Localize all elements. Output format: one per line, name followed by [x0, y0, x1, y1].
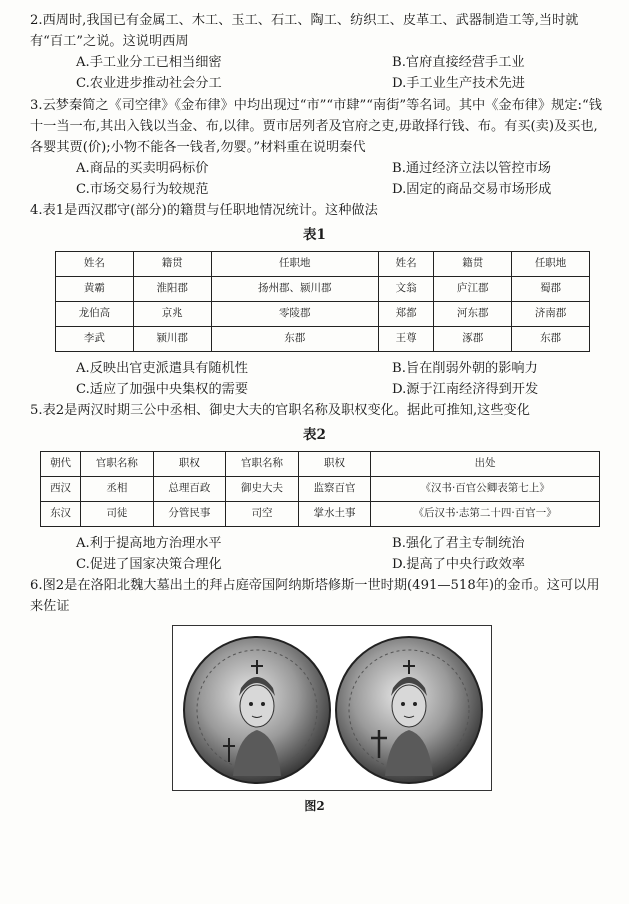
table-header-cell: 任职地: [512, 251, 590, 276]
table-header-row: [41, 451, 600, 476]
table-cell: 郑都: [378, 301, 433, 326]
table-cell: 京兆: [133, 301, 211, 326]
table-1: [55, 251, 590, 352]
table-header-cell: 姓名: [378, 251, 433, 276]
table-cell: 李武: [56, 326, 134, 351]
table-header-cell: 任职地: [211, 251, 378, 276]
table-cell: 监察百官: [298, 476, 371, 501]
table-cell: 丞相: [81, 476, 154, 501]
question-6-stem: 6.图2是在洛阳北魏大墓出土的拜占庭帝国阿纳斯塔修斯一世时期(491—518年)的金币。这可以用来佐证: [30, 578, 600, 615]
table-cell: 御史大夫: [226, 476, 299, 501]
question-2: [0, 10, 629, 95]
question-4: [0, 200, 629, 221]
table-header-cell: 官职名称: [81, 451, 154, 476]
coin-reverse: [336, 637, 482, 783]
question-4-options: [30, 358, 607, 400]
table-cell: 总理百政: [153, 476, 226, 501]
table-cell: 文翁: [378, 276, 433, 301]
table-cell: 《汉书·百官公卿表第七上》: [371, 476, 600, 501]
question-5-answers: [0, 533, 629, 575]
table-cell: 扬州郡、颍川郡: [211, 276, 378, 301]
question-3-options: [30, 158, 607, 200]
table-header-cell: 籍贯: [434, 251, 512, 276]
option-c[interactable]: C.适应了加强中央集权的需要: [76, 381, 249, 397]
table-header-cell: 职权: [298, 451, 371, 476]
question-4-answers: [0, 358, 629, 400]
option-b[interactable]: B.通过经济立法以管控市场: [392, 160, 551, 176]
option-b[interactable]: B.旨在削弱外朝的影响力: [392, 360, 538, 376]
gold-coins-image: [173, 626, 491, 790]
option-a[interactable]: A.手工业分工已相当细密: [76, 55, 222, 71]
table-cell: 掌水土事: [298, 501, 371, 526]
table-cell: 零陵郡: [211, 301, 378, 326]
option-d[interactable]: D.提高了中央行政效率: [392, 556, 525, 572]
table-header-cell: 官职名称: [226, 451, 299, 476]
table-cell: 蜀郡: [512, 276, 590, 301]
question-3-stem: 3.云梦秦简之《司空律》《金布律》中均出现过“市”“市肆”“南街”等名词。其中《金布律》规定:“钱十一当一布,其出入钱以当金、布,以律。贾市居列者及官府之吏,毋敢择行钱、布。有买(卖)及买也,各婴其贾(价);小物不能各一钱者,勿婴。”材料重在说明秦代: [30, 97, 602, 155]
table-header-cell: 籍贯: [133, 251, 211, 276]
table-cell: 淮阳郡: [133, 276, 211, 301]
table-cell: 河东郡: [434, 301, 512, 326]
table-header-cell: 姓名: [56, 251, 134, 276]
question-3: [0, 95, 629, 201]
table-2: [40, 451, 600, 527]
option-a[interactable]: A.利于提高地方治理水平: [76, 535, 222, 551]
table-cell: 西汉: [41, 476, 81, 501]
question-5-stem: 5.表2是两汉时期三公中丞相、御史大夫的官职名称及职权变化。据此可推知,这些变化: [30, 403, 530, 419]
option-c[interactable]: C.促进了国家决策合理化: [76, 556, 222, 572]
coin-obverse: [184, 637, 330, 783]
option-d[interactable]: D.手工业生产技术先进: [392, 76, 525, 92]
table-header-cell: 出处: [371, 451, 600, 476]
table-row: [41, 501, 600, 526]
table-row: [56, 326, 590, 351]
table-cell: 司徒: [81, 501, 154, 526]
option-c[interactable]: C.农业进步推动社会分工: [76, 76, 222, 92]
option-a[interactable]: A.商品的买卖明码标价: [76, 160, 209, 176]
table-cell: 济南郡: [512, 301, 590, 326]
table-cell: 黄霸: [56, 276, 134, 301]
table-header-row: [56, 251, 590, 276]
coin-photo: [172, 625, 492, 791]
question-2-options: [30, 52, 607, 94]
option-c[interactable]: C.市场交易行为较规范: [76, 182, 209, 197]
option-d[interactable]: D.源于江南经济得到开发: [392, 381, 539, 397]
exam-page: [0, 10, 629, 817]
question-5: [0, 400, 629, 421]
question-4-stem: 4.表1是西汉郡守(部分)的籍贯与任职地情况统计。这种做法: [30, 203, 378, 219]
table-cell: 东郡: [512, 326, 590, 351]
option-d[interactable]: D.固定的商品交易市场形成: [392, 182, 552, 197]
option-b[interactable]: B.官府直接经营手工业: [392, 55, 525, 71]
table-cell: 东郡: [211, 326, 378, 351]
option-a[interactable]: A.反映出官吏派遣具有随机性: [76, 360, 248, 376]
table-row: [41, 476, 600, 501]
question-5-options: [30, 533, 607, 575]
table-cell: 王尊: [378, 326, 433, 351]
question-6: [0, 575, 629, 617]
table-2-caption: 表2: [303, 427, 326, 444]
table-row: [56, 276, 590, 301]
table-cell: 龙伯高: [56, 301, 134, 326]
table-cell: 东汉: [41, 501, 81, 526]
table-cell: 涿郡: [434, 326, 512, 351]
table-cell: 分管民事: [153, 501, 226, 526]
table-cell: 《后汉书·志第二十四·百官一》: [371, 501, 600, 526]
table-header-cell: 职权: [153, 451, 226, 476]
table-cell: 颍川郡: [133, 326, 211, 351]
option-b[interactable]: B.强化了君主专制统治: [392, 535, 525, 551]
table-1-caption: 表1: [303, 227, 326, 244]
table-cell: 司空: [226, 501, 299, 526]
table-cell: 庐江郡: [434, 276, 512, 301]
figure-2-caption: 图2: [304, 799, 325, 814]
question-2-stem: 2.西周时,我国已有金属工、木工、玉工、石工、陶工、纺织工、皮革工、武器制造工等,当时就有“百工”之说。这说明西周: [30, 13, 579, 50]
table-header-cell: 朝代: [41, 451, 81, 476]
table-row: [56, 301, 590, 326]
